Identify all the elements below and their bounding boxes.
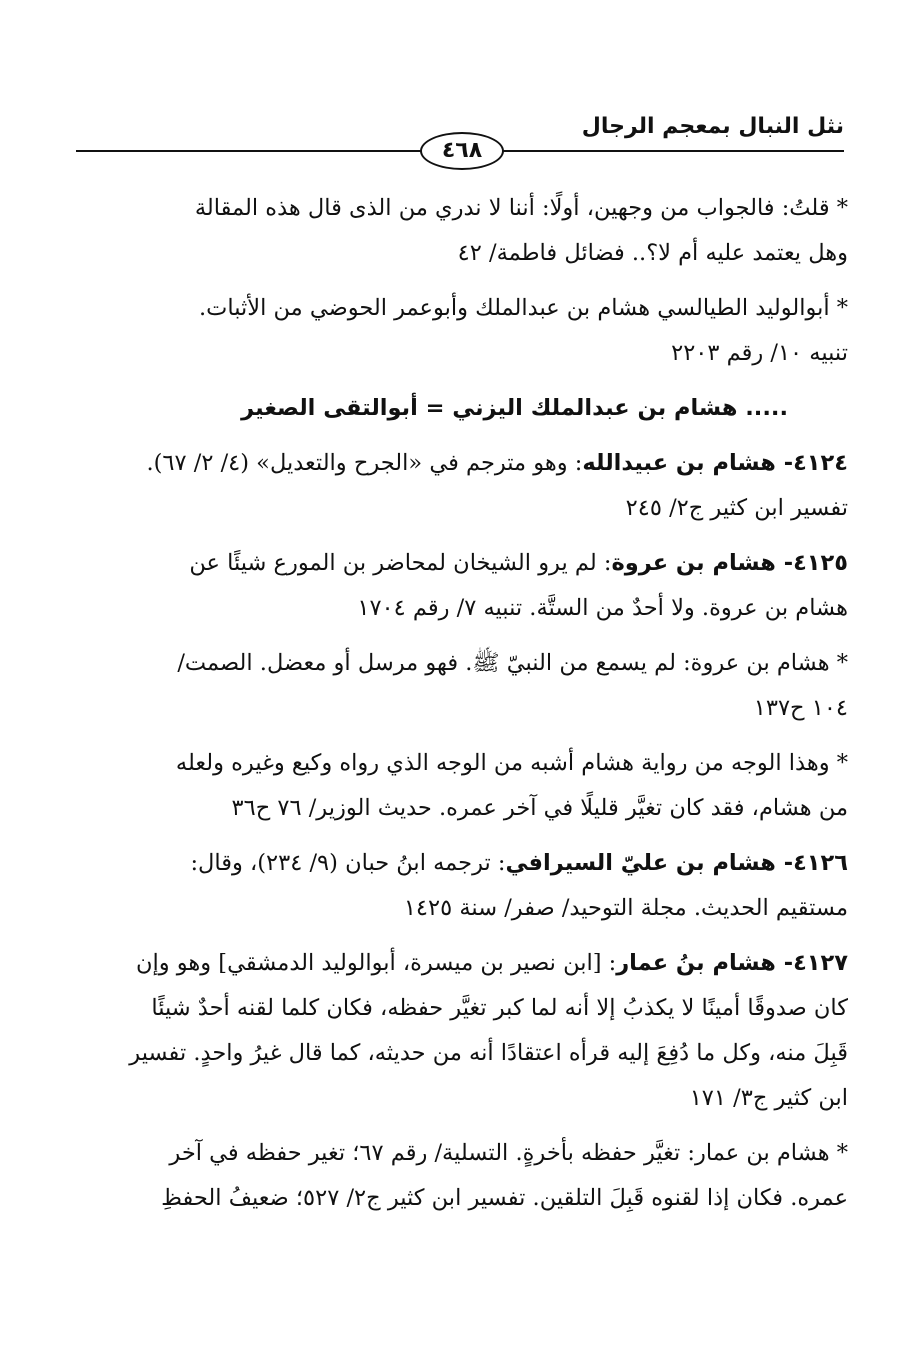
text-line: : [ابن نصير بن ميسرة، أبوالوليد الدمشقي] وهو وإن [136, 950, 617, 976]
text-line: ..... هشام بن عبدالملك اليزني = أبوالتقى الصغير [241, 395, 788, 421]
text-line: * هشام بن عمار: تغيَّر حفظه بأخرةٍ. التسلية/ رقم ٦٧؛ تغير حفظه في آخر [169, 1140, 848, 1166]
paragraph-3 [72, 386, 848, 431]
paragraph-2 [72, 286, 848, 376]
text-line: كان صدوقًا أمينًا لا يكذبُ إلا أنه لما كبر تغيَّر حفظه، فكان كلما لقنه أحدٌ شيئًا [151, 995, 848, 1021]
text-line: * أبوالوليد الطيالسي هشام بن عبدالملك وأبوعمر الحوضي من الأثبات. [199, 295, 848, 321]
text-line: : وهو مترجم في «الجرح والتعديل» (٤/ ٢/ ٦٧). [146, 450, 583, 476]
entry-heading: ٤١٢٦- هشام بن عليّ السيرافي [505, 850, 848, 876]
text-line: : ترجمه ابنُ حبان (٩/ ٢٣٤)، وقال: [190, 850, 506, 876]
entry-4124 [72, 441, 848, 531]
page-number: ٤٦٨ [420, 132, 504, 170]
text-line: * هشام بن عروة: لم يسمع من النبيّ ﷺ. فهو مرسل أو معضل. الصمت/ [177, 650, 848, 676]
text-line: ١٠٤ ح١٣٧ [753, 695, 848, 721]
page-header [76, 110, 844, 170]
text-line: عمره. فكان إذا لقنوه قَبِلَ التلقين. تفسير ابن كثير ج٢/ ٥٢٧؛ ضعيفُ الحفظِ [161, 1185, 848, 1211]
paragraph-1 [72, 186, 848, 276]
text-line: تنبيه ١٠/ رقم ٢٢٠٣ [671, 340, 848, 366]
text-line: تفسير ابن كثير ج٢/ ٢٤٥ [625, 495, 848, 521]
text-line: * وهذا الوجه من رواية هشام أشبه من الوجه الذي رواه وكيع وغيره ولعله [175, 750, 848, 776]
entry-4125 [72, 541, 848, 631]
text-line: ابن كثير ج٣/ ١٧١ [689, 1085, 848, 1111]
entry-heading: ٤١٢٤- هشام بن عبيدالله [582, 450, 848, 476]
entry-4126 [72, 841, 848, 931]
text-line: هشام بن عروة. ولا أحدٌ من الستَّة. تنبيه ٧/ رقم ١٧٠٤ [357, 595, 848, 621]
running-title: نثل النبال بمعجم الرجال [581, 114, 844, 139]
entry-heading: ٤١٢٧- هشام بنُ عمار [616, 950, 848, 976]
entry-4127 [72, 941, 848, 1121]
text-line: من هشام، فقد كان تغيَّر قليلًا في آخر عمره. حديث الوزير/ ٧٦ ح٣٦ [231, 795, 848, 821]
text-line: وهل يعتمد عليه أم لا؟.. فضائل فاطمة/ ٤٢ [457, 240, 848, 266]
text-line: مستقيم الحديث. مجلة التوحيد/ صفر/ سنة ١٤٢٥ [403, 895, 848, 921]
text-line: : لم يرو الشيخان لمحاضر بن المورع شيئًا عن [189, 550, 612, 576]
entry-heading: ٤١٢٥- هشام بن عروة [611, 550, 848, 576]
paragraph-10 [72, 1131, 848, 1221]
text-line: * قلتُ: فالجواب من وجهين، أولًا: أننا لا ندري من الذى قال هذه المقالة [194, 195, 848, 221]
paragraph-7 [72, 741, 848, 831]
paragraph-6 [72, 641, 848, 731]
page-body [72, 186, 848, 1231]
text-line: قَبِلَ منه، وكل ما دُفِعَ إليه قرأه اعتقادًا أنه من حديثه، كما قال غيرُ واحدٍ. تفسير [129, 1040, 848, 1066]
